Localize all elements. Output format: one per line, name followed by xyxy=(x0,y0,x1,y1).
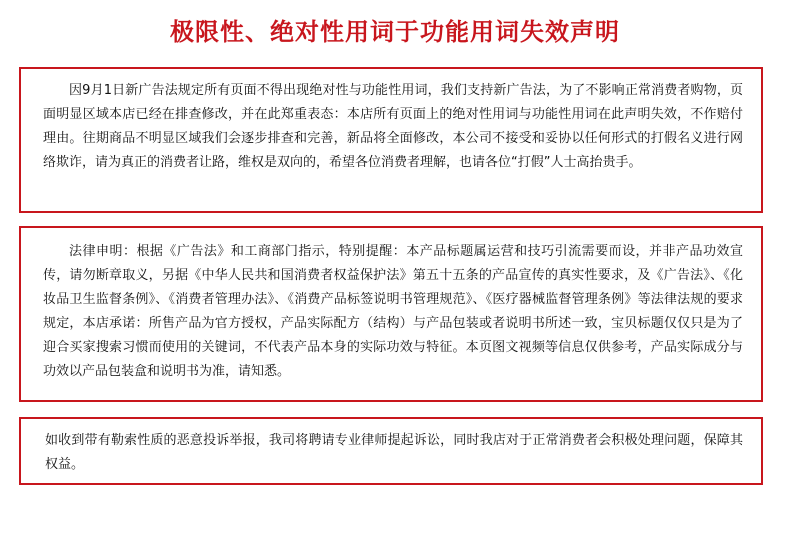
disclaimer-box xyxy=(19,67,763,213)
disclaimer-text: 因9月1日新广告法规定所有页面不得出现绝对性与功能性用词，我们支持新广告法，为了不影响正常消费者购物，页面明显区域本店已经在排查修改，并在此郑重表态：本店所有页面上的绝对性用词与功能性用词在此声明失效，不作赔付理由。往期商品不明显区域我们会逐步排查和完善，新品将全面修改，本公司不接受和妥协以任何形式的打假名义进行网络欺诈，请为真正的消费者让路，维权是双向的，希望各位消费者理解，也请各位“打假”人士高抬贵手。 xyxy=(43,83,743,170)
complaint-notice-box xyxy=(19,417,763,485)
legal-statement-box xyxy=(19,226,763,402)
page-title: 极限性、绝对性用词于功能用词失效声明 xyxy=(170,18,620,46)
legal-statement-text: 法律申明：根据《广告法》和工商部门指示，特别提醒：本产品标题属运营和技巧引流需要而设，并非产品功效宣传，请勿断章取义，另据《中华人民共和国消费者权益保护法》第五十五条的产品宣传的真实性要求，及《广告法》、《化妆品卫生监督条例》、《消费者管理办法》、《消费产品标签说明书管理规范》、《医疗器械监督管理条例》等法律法规的要求规定，本店承诺：所售产品为官方授权，产品实际配方（结构）与产品包装或者说明书所述一致，宝贝标题仅仅只是为了迎合买家搜索习惯而使用的关键词，不代表产品本身的实际功效与特征。本页图文视频等信息仅供参考，产品实际成分与功效以产品包装盒和说明书为准，请知悉。 xyxy=(43,244,743,379)
complaint-notice-text: 如收到带有勒索性质的恶意投诉举报，我司将聘请专业律师提起诉讼，同时我店对于正常消费者会积极处理问题，保障其权益。 xyxy=(45,433,743,472)
